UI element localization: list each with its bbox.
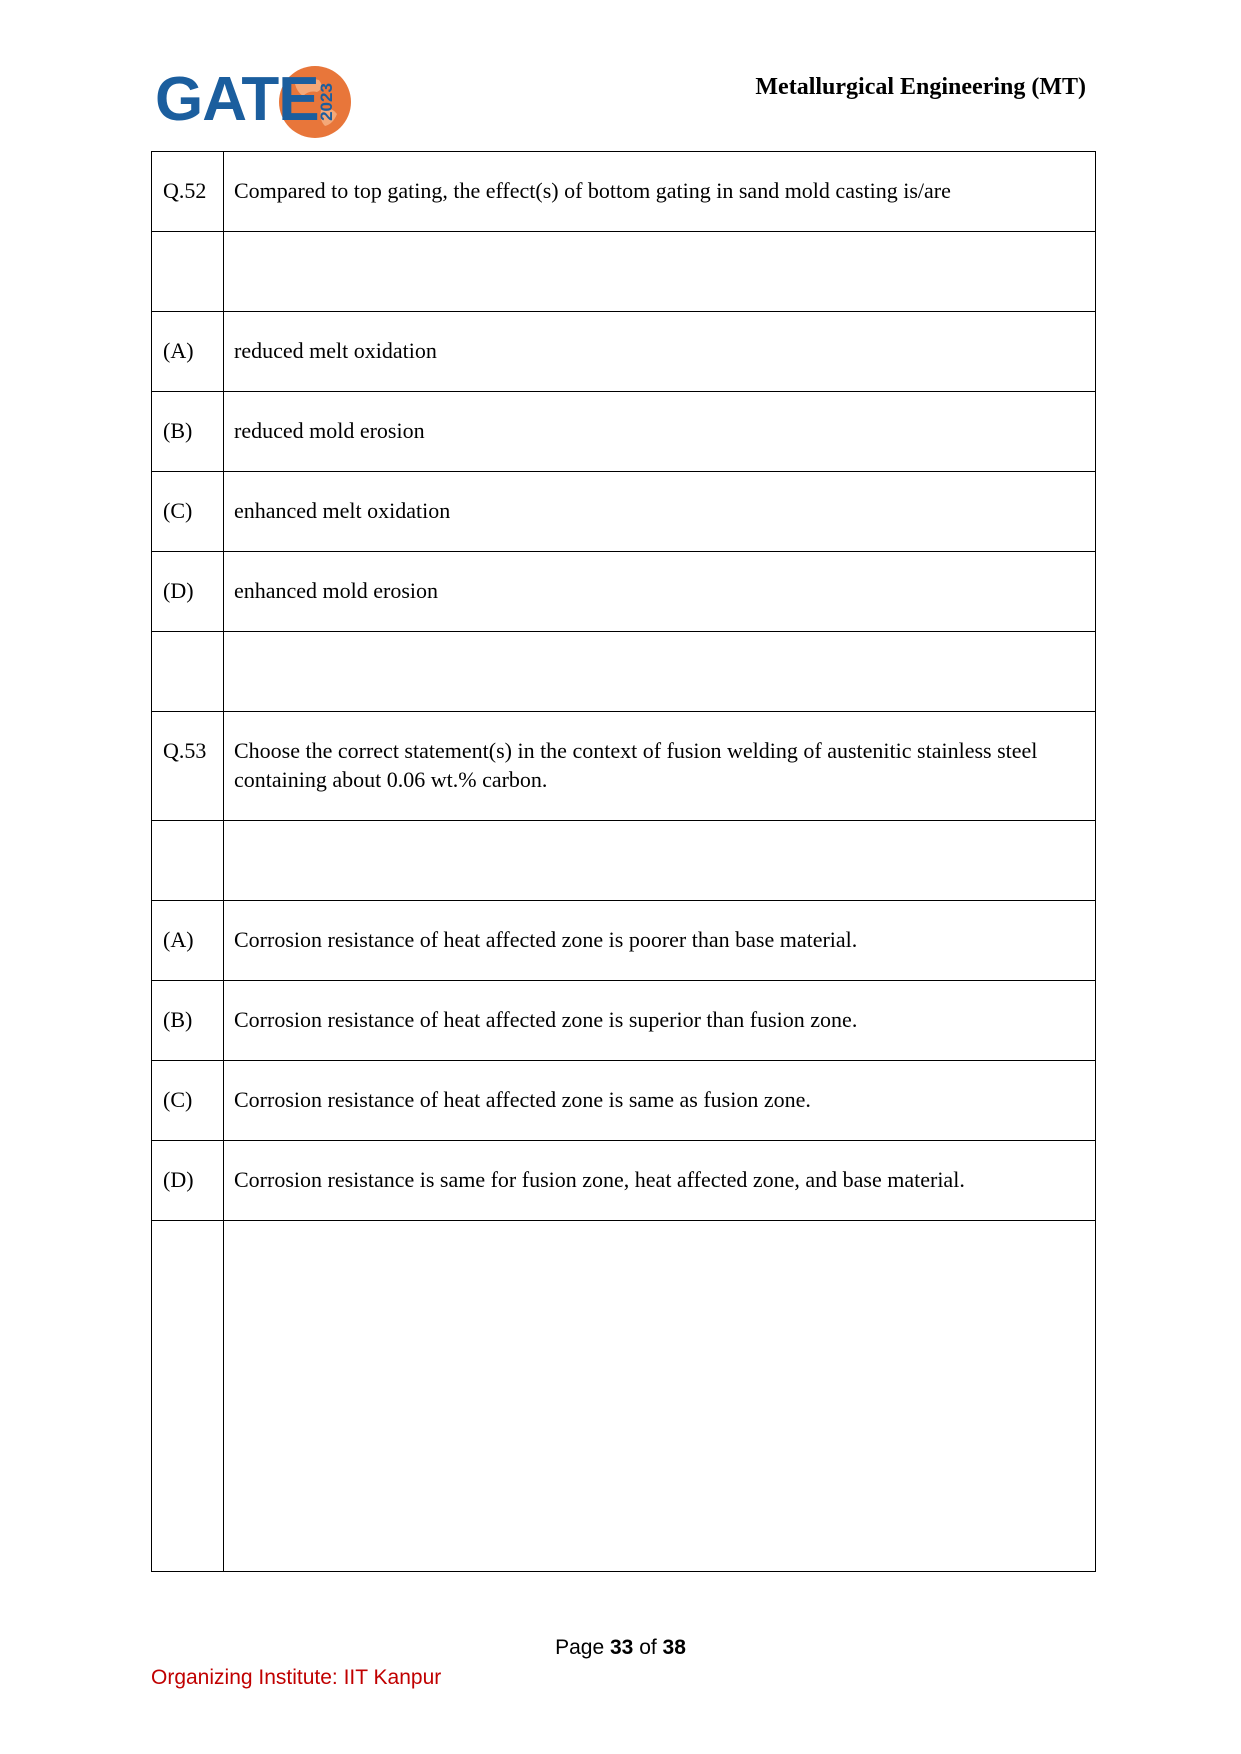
organizer-text: Organizing Institute: IIT Kanpur	[151, 1666, 442, 1689]
option-text: enhanced mold erosion	[224, 552, 1096, 632]
logo-text: GATE	[155, 65, 319, 134]
option-row	[152, 1141, 1096, 1221]
question-row	[152, 712, 1096, 821]
page-number	[0, 1636, 1241, 1660]
option-text: enhanced melt oxidation	[224, 472, 1096, 552]
page-of: of	[639, 1636, 657, 1659]
spacer-row	[152, 1221, 1096, 1572]
option-label: (D)	[152, 552, 224, 632]
option-text: Corrosion resistance of heat affected zone is poorer than base material.	[224, 901, 1096, 981]
question-row	[152, 152, 1096, 232]
option-row	[152, 392, 1096, 472]
option-label: (A)	[152, 901, 224, 981]
option-row	[152, 552, 1096, 632]
option-row	[152, 1061, 1096, 1141]
option-row	[152, 472, 1096, 552]
spacer-row	[152, 821, 1096, 901]
question-number: Q.53	[152, 712, 224, 821]
option-text: Corrosion resistance of heat affected zone is superior than fusion zone.	[224, 981, 1096, 1061]
gate-logo	[155, 60, 355, 140]
page-prefix: Page	[555, 1636, 605, 1659]
question-table	[151, 151, 1096, 1572]
option-text: Corrosion resistance is same for fusion zone, heat affected zone, and base material.	[224, 1141, 1096, 1221]
option-row	[152, 901, 1096, 981]
page-current: 33	[609, 1636, 634, 1659]
option-label: (A)	[152, 312, 224, 392]
option-label: (C)	[152, 1061, 224, 1141]
option-row	[152, 981, 1096, 1061]
subject-title: Metallurgical Engineering (MT)	[755, 74, 1086, 100]
option-text: reduced melt oxidation	[224, 312, 1096, 392]
spacer-row	[152, 632, 1096, 712]
option-label: (C)	[152, 472, 224, 552]
option-label: (D)	[152, 1141, 224, 1221]
page-total: 38	[662, 1636, 686, 1659]
spacer-row	[152, 232, 1096, 312]
logo-year: 2023	[317, 83, 336, 121]
question-text: Choose the correct statement(s) in the context of fusion welding of austenitic stainless steel containing about 0.06 wt.% carbon.	[224, 712, 1096, 821]
option-label: (B)	[152, 392, 224, 472]
option-label: (B)	[152, 981, 224, 1061]
question-text: Compared to top gating, the effect(s) of bottom gating in sand mold casting is/are	[224, 152, 1096, 232]
option-text: reduced mold erosion	[224, 392, 1096, 472]
question-number: Q.52	[152, 152, 224, 232]
option-row	[152, 312, 1096, 392]
option-text: Corrosion resistance of heat affected zone is same as fusion zone.	[224, 1061, 1096, 1141]
